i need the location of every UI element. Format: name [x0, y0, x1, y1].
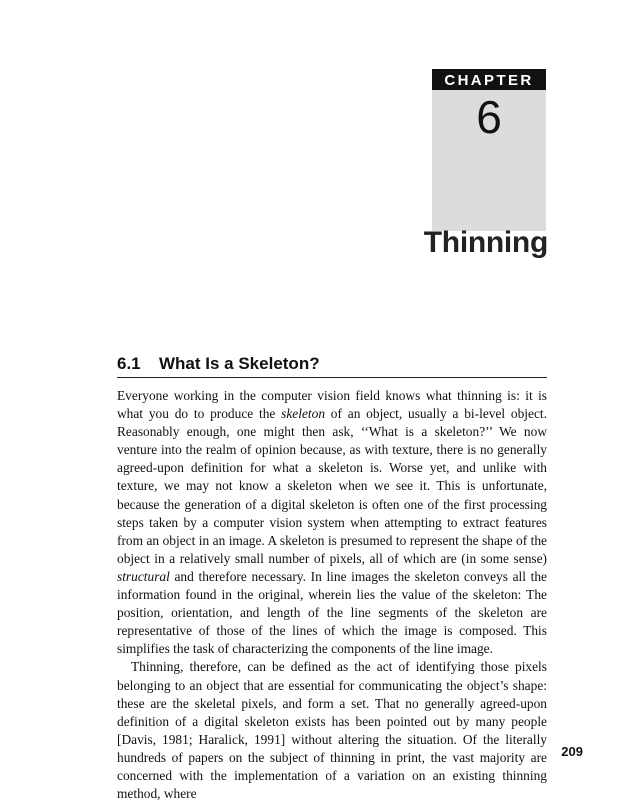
- paragraph-1-part-3: and therefore necessary. In line images the skeleton conveys all the information found in the original, wherein lies the value of the skeleton: The position, orientation, and length of the line segments of the skeleton are representative of those of the lines of which the image is composed. This simplifies the task of characterizing the components of the line image.: [117, 568, 547, 657]
- paragraph-1-part-1: Everyone working in the computer vision field knows what thinning is: it is what you do to produce the: [117, 388, 547, 422]
- chapter-title: Thinning: [423, 226, 548, 259]
- chapter-label: CHAPTER: [432, 69, 546, 90]
- section-heading: [117, 351, 547, 378]
- section-number: 6.1: [117, 354, 141, 373]
- page-number: 209: [561, 744, 583, 759]
- emphasis-structural: structural: [117, 568, 170, 584]
- emphasis-skeleton: skeleton: [281, 406, 326, 422]
- body-text: [117, 387, 547, 803]
- paragraph-1-part-2: of an object, usually a bi-level object. Reasonably enough, one might then ask, ‘‘What is a skeleton?’’ We now venture into the realm of opinion because, as with texture, there is no generally agreed-upon definition for what a skeleton is. Worse yet, and unlike with texture, we may not know a skeleton when we see it. This is unfortunate, because the generation of a digital skeleton is often one of the first processing steps taken by a computer vision system when attempting to extract features from an object in an image. A skeleton is presumed to represent the shape of the object in a relatively small number of pixels, all of which are (in some sense): [117, 406, 547, 566]
- section-title: What Is a Skeleton?: [159, 354, 320, 373]
- paragraph-1: [117, 387, 547, 658]
- paragraph-2: Thinning, therefore, can be defined as the act of identifying those pixels belonging to an object that are essential for communicating the object’s shape: these are the skeletal pixels, and form a set. That no generally agreed-upon definition of a digital skeleton exists has been pointed out by many people [Davis, 1981; Haralick, 1991] without altering the situation. Of the literally hundreds of papers on the subject of thinning in print, the vast majority are concerned with the implementation of a variation on an existing thinning method, where: [117, 659, 547, 802]
- chapter-banner: [432, 69, 546, 231]
- chapter-number: 6: [476, 91, 502, 143]
